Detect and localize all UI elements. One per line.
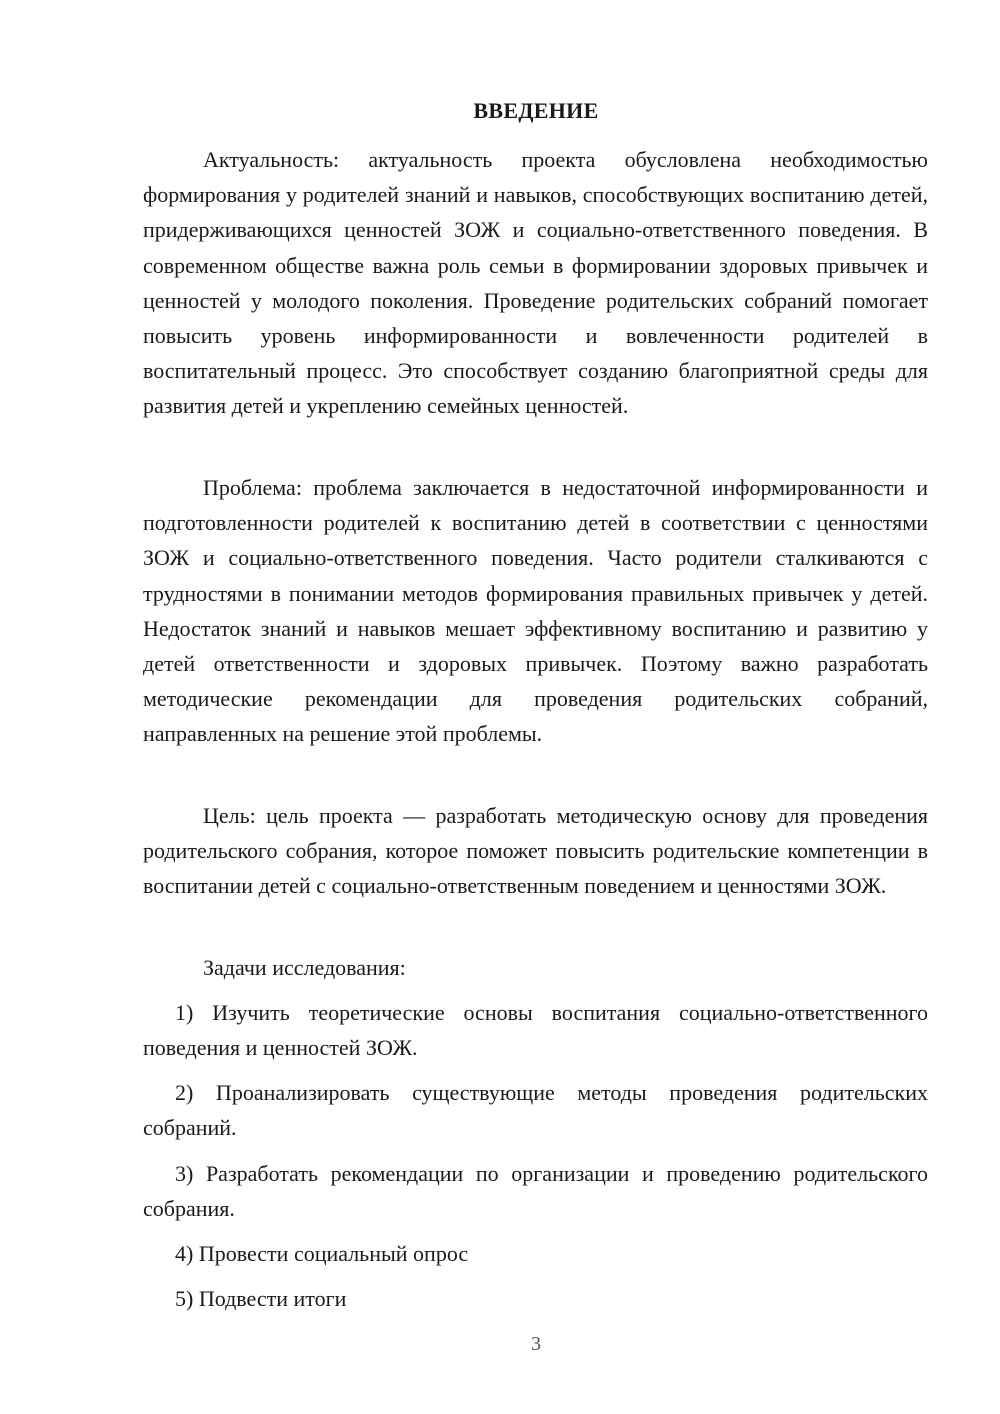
problem-paragraph: Проблема: проблема заключается в недостаточной информированности и подготовленности родителей к воспитанию детей в соответствии с ценностями ЗОЖ и социально-ответственного поведения. Часто родители сталкиваются с трудностями в понимании методов формирования правильных привычек у детей. Недостаток знаний и навыков мешает эффективному воспитанию и развитию у детей ответственности и здоровых привычек. Поэтому важно разработать методические рекомендации для проведения родительских собраний, направленных на решение этой проблемы. bbox=[143, 475, 928, 747]
tasks-heading: Задачи исследования: bbox=[203, 955, 406, 980]
goal-paragraph: Цель: цель проекта — разработать методическую основу для проведения родительского собрания, которое поможет повысить родительские компетенции в воспитании детей с социально-ответственным поведением и ценностями ЗОЖ. bbox=[143, 803, 928, 899]
task-item-4: 4) Провести социальный опрос bbox=[175, 1241, 469, 1266]
page-title: ВВЕДЕНИЕ bbox=[473, 98, 599, 123]
relevance-paragraph: Актуальность: актуальность проекта обусловлена необходимостью формирования у родителей знаний и навыков, способствующих воспитанию детей, придерживающихся ценностей ЗОЖ и социально-ответственного поведения. В современном обществе важна роль семьи в формировании здоровых привычек и ценностей у молодого поколения. Проведение родительских собраний помогает повысить уровень информированности и вовлеченности родителей в воспитательный процесс. Это способствует созданию благоприятной среды для развития детей и укреплению семейных ценностей. bbox=[143, 147, 928, 419]
page-number: 3 bbox=[531, 1333, 541, 1355]
task-item-5: 5) Подвести итоги bbox=[175, 1286, 347, 1311]
task-item-1: 1) Изучить теоретические основы воспитания социально-ответственного поведения и ценностей ЗОЖ. bbox=[143, 1000, 928, 1061]
task-item-3: 3) Разработать рекомендации по организации и проведению родительского собрания. bbox=[143, 1161, 928, 1222]
task-item-2: 2) Проанализировать существующие методы проведения родительских собраний. bbox=[143, 1080, 928, 1141]
